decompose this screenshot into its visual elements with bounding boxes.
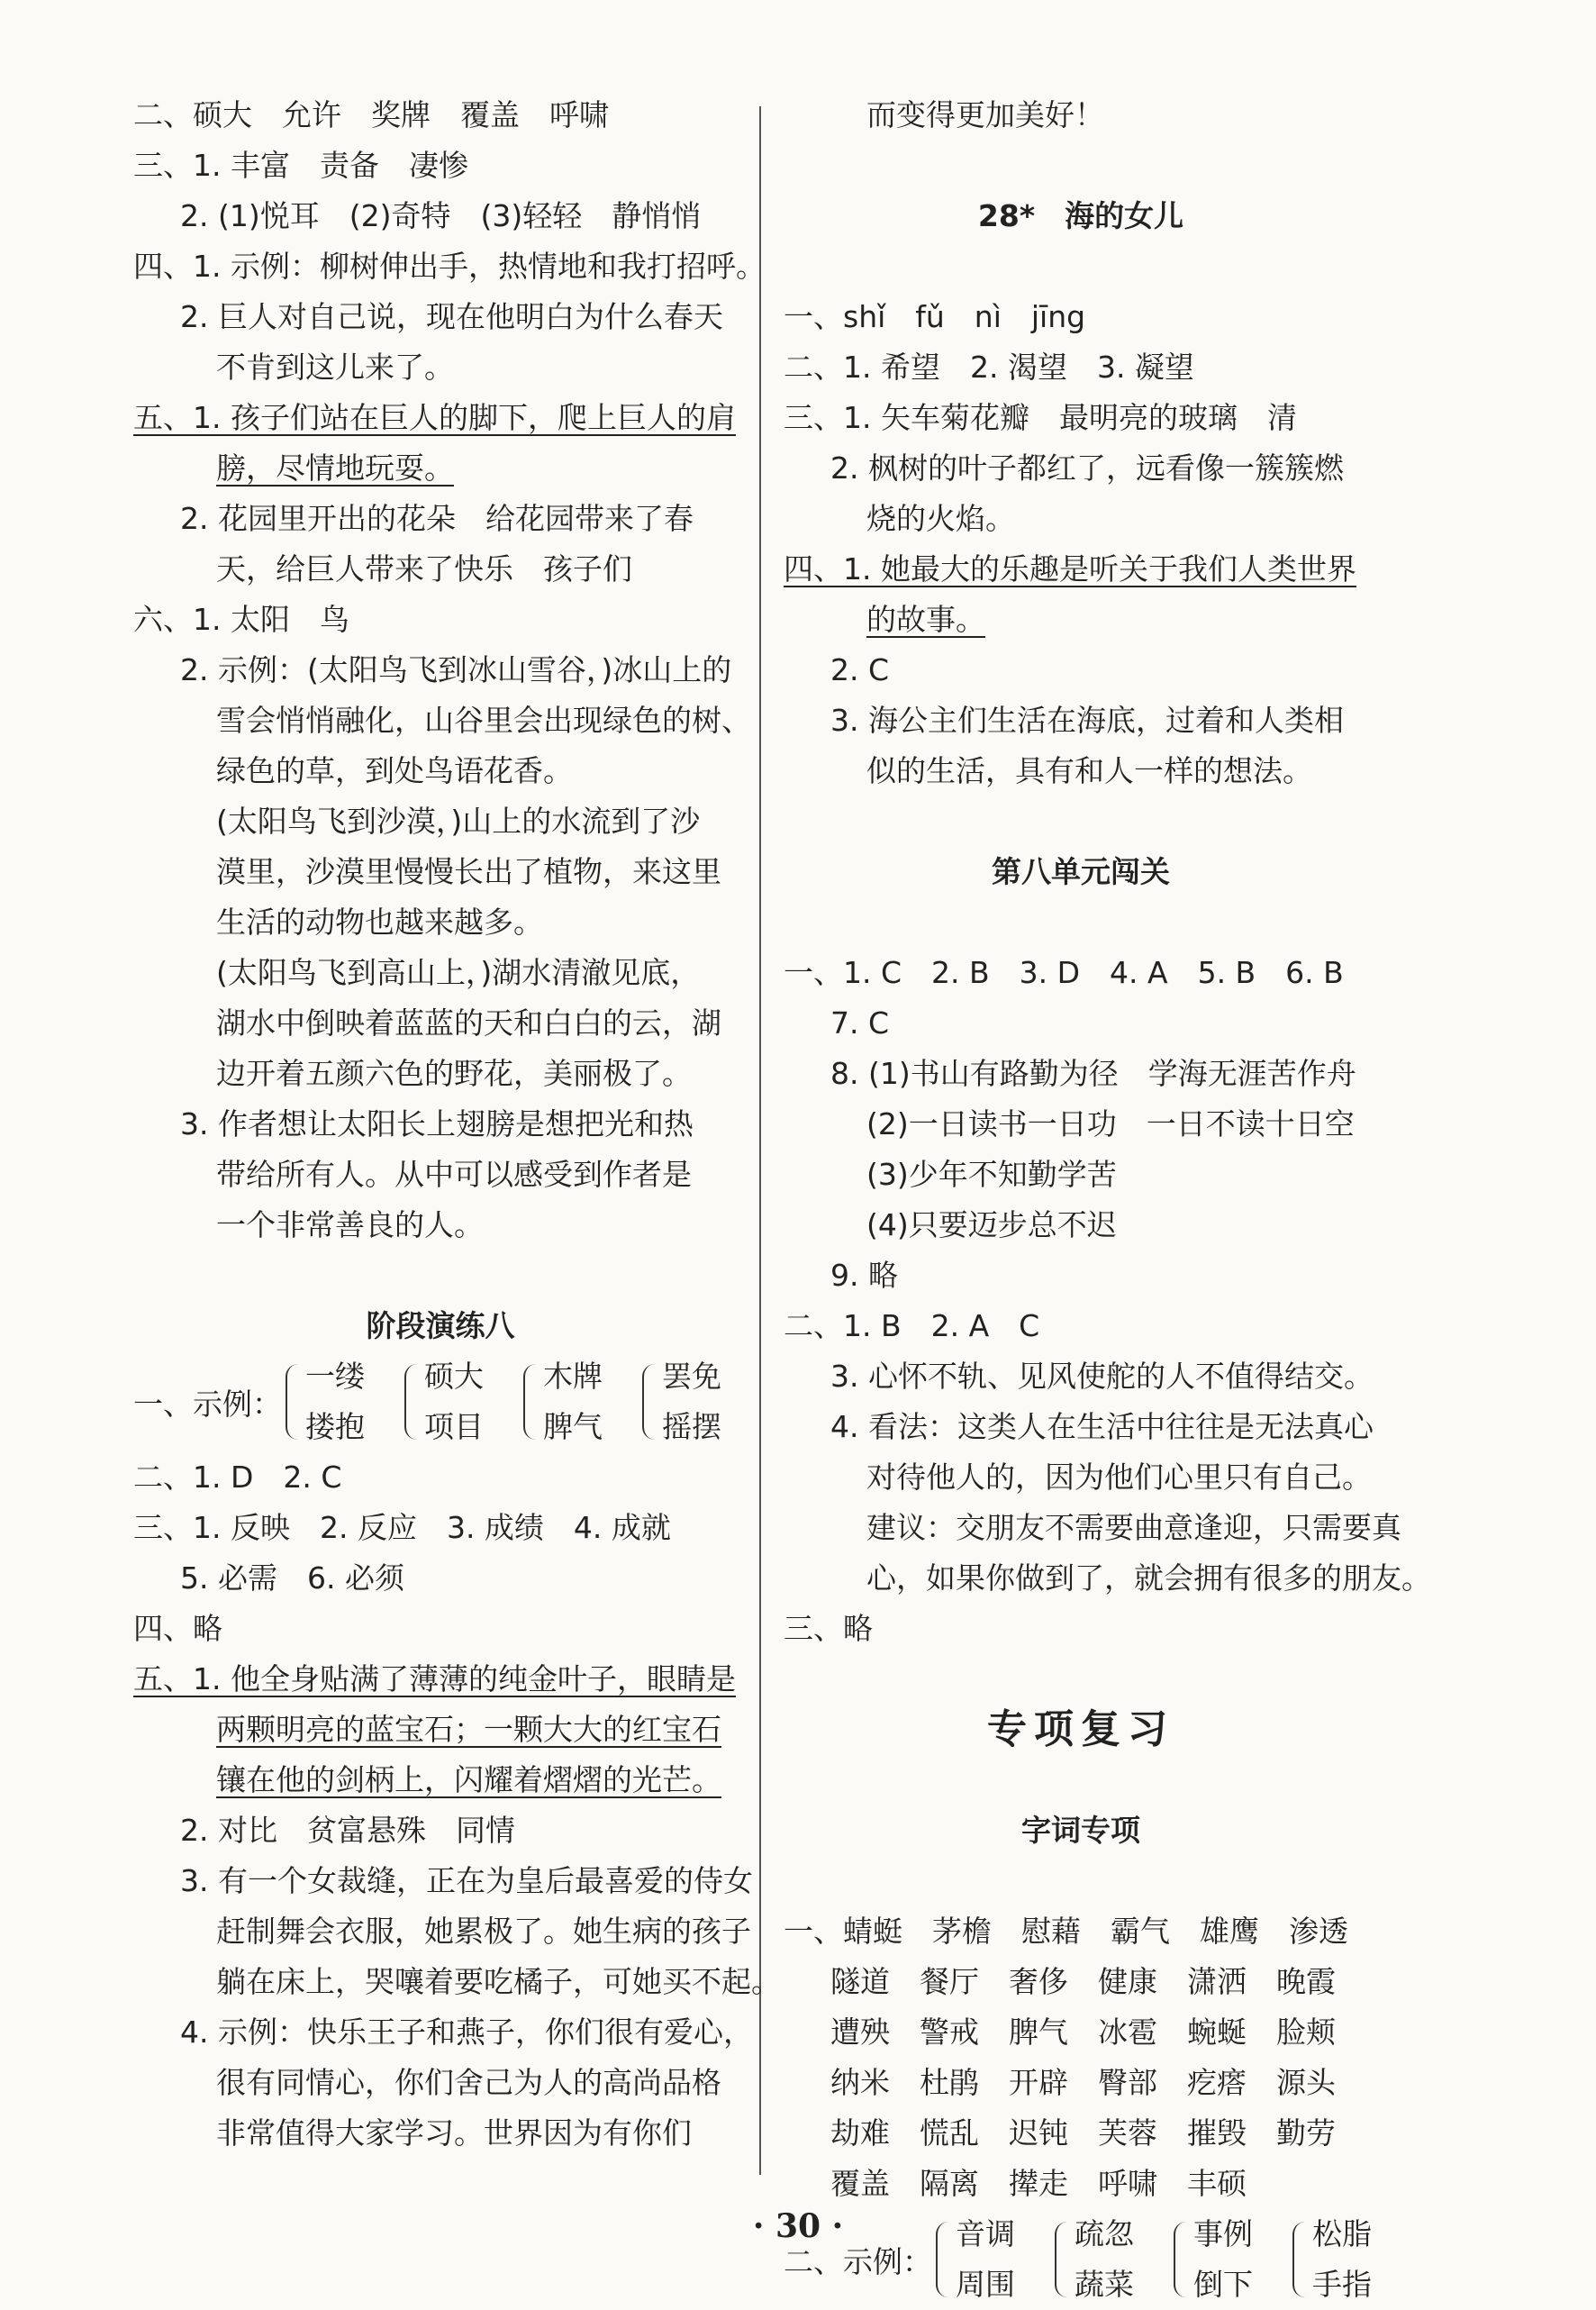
line-text: 镶在他的剑柄上，闪耀着熠熠的光芒。 — [216, 1762, 721, 1797]
word: 倒下 — [1193, 2267, 1253, 2302]
line-text: 六、1. 太阳 鸟 — [133, 602, 349, 637]
word: 搂抱 — [305, 1409, 365, 1444]
line-text: 雪会悄悄融化，山谷里会出现绿色的树、 — [216, 703, 751, 738]
line-text: 一个非常善良的人。 — [216, 1207, 484, 1242]
line-text: 28* 海的女儿 — [977, 198, 1184, 233]
answer-line — [784, 1250, 1378, 1301]
spacer — [784, 796, 1378, 847]
line-text: 一、shǐ fǔ nì jīng — [784, 299, 1086, 334]
word: 项目 — [424, 1409, 484, 1444]
right-column — [784, 90, 1431, 2310]
line-text: 带给所有人。从中可以感受到作者是 — [216, 1157, 692, 1192]
answer-line — [784, 1503, 1401, 1553]
line-text: 2. 枫树的叶子都红了，远看像一簇簇燃 — [830, 450, 1344, 486]
answer-line — [133, 1553, 748, 1604]
answer-line — [133, 1755, 748, 1805]
spacer — [784, 141, 1378, 191]
line-text: 2. (1)悦耳 (2)奇特 (3)轻轻 静悄悄 — [180, 198, 702, 233]
answer-line — [133, 847, 748, 897]
word-pair — [305, 1351, 365, 1452]
line-text: 2. C — [830, 652, 890, 687]
line-text: 四、1. 示例：柳树伸出手，热情地和我打招呼。 — [133, 249, 766, 284]
line-text: 两颗明亮的蓝宝石；一颗大大的红宝石 — [216, 1712, 721, 1747]
line-text: 二、1. B 2. A C — [784, 1308, 1040, 1343]
line-text: 四、略 — [133, 1611, 222, 1646]
answer-line — [133, 141, 748, 191]
line-text: 赶制舞会衣服，她累极了。她生病的孩子 — [216, 1914, 751, 1949]
line-text: 四、1. 她最大的乐趣是听关于我们人类世界 — [784, 551, 1356, 587]
answer-line — [784, 342, 1378, 393]
answer-line — [133, 544, 748, 595]
answer-line — [784, 1150, 1378, 1200]
line-text: 对待他人的，因为他们心里只有自己。 — [866, 1460, 1372, 1495]
word-pair — [662, 1351, 721, 1452]
line-text: 8. (1)书山有路勤为径 学海无涯苦作舟 — [830, 1056, 1356, 1091]
answer-line — [784, 90, 1378, 141]
section-title — [133, 1301, 748, 1351]
answer-line — [133, 696, 751, 746]
word-group — [133, 1351, 748, 1452]
line-text: 5. 必需 6. 必须 — [180, 1560, 404, 1596]
line-text: 的故事。 — [866, 602, 985, 637]
answer-line — [133, 1654, 748, 1705]
section-title — [784, 1805, 1378, 1856]
answer-line — [133, 998, 748, 1049]
left-column — [133, 90, 781, 2159]
group-prefix: 一、示例： — [133, 1386, 282, 1422]
spacer — [784, 897, 1378, 948]
section-title — [784, 847, 1378, 897]
answer-line — [133, 897, 748, 948]
word: 硕大 — [424, 1359, 484, 1394]
answer-line — [133, 2058, 748, 2108]
answer-line — [784, 544, 1378, 595]
line-text: 2. 巨人对自己说，现在他明白为什么春天 — [180, 299, 723, 334]
line-text: 劫难 慌乱 迟钝 芙蓉 摧毁 勤劳 — [830, 2115, 1336, 2151]
line-text: 烧的火焰。 — [866, 501, 1015, 536]
line-text: 一、1. C 2. B 3. D 4. A 5. B 6. B — [784, 955, 1344, 990]
word: 木牌 — [543, 1359, 603, 1394]
answer-line — [133, 241, 766, 292]
answer-line — [133, 948, 748, 998]
answer-line — [133, 494, 748, 544]
line-text: 建议：交朋友不需要曲意逢迎，只需要真 — [866, 1510, 1401, 1545]
line-text: 9. 略 — [830, 1258, 898, 1293]
line-text: 3. 海公主们生活在海底，过着和人类相 — [830, 703, 1344, 738]
line-text: 绿色的草，到处鸟语花香。 — [216, 753, 573, 788]
answer-line — [784, 393, 1378, 443]
answer-line — [133, 1452, 748, 1503]
line-text: 7. C — [830, 1005, 890, 1041]
answer-line — [784, 1200, 1378, 1250]
answer-line — [784, 1957, 1378, 2007]
line-text: 三、略 — [784, 1611, 873, 1646]
brace-icon — [642, 1364, 657, 1440]
line-text: 很有同情心，你们舍己为人的高尚品格 — [216, 2065, 721, 2100]
chapter-title — [784, 1705, 1378, 1755]
line-text: 二、1. 希望 2. 渴望 3. 凝望 — [784, 350, 1194, 385]
answer-line — [133, 1150, 748, 1200]
answer-line — [784, 494, 1378, 544]
line-text: 覆盖 隔离 撵走 呼啸 丰硕 — [830, 2166, 1247, 2201]
line-text: (太阳鸟飞到高山上，)湖水清澈见底， — [216, 955, 701, 990]
answer-line — [784, 1099, 1378, 1150]
line-text: 二、硕大 允许 奖牌 覆盖 呼啸 — [133, 97, 609, 132]
line-text: 五、1. 孩子们站在巨人的脚下，爬上巨人的肩 — [133, 400, 736, 435]
answer-line — [133, 1503, 748, 1553]
line-text: 膀，尽情地玩耍。 — [216, 450, 454, 486]
line-text: 湖水中倒映着蓝蓝的天和白白的云，湖 — [216, 1005, 721, 1041]
line-text: 不肯到这儿来了。 — [216, 350, 454, 385]
brace-icon — [404, 1364, 419, 1440]
spacer — [784, 1856, 1378, 1906]
column-divider — [759, 106, 761, 2175]
word-pair — [424, 1351, 484, 1452]
line-text: 2. 花园里开出的花朵 给花园带来了春 — [180, 501, 694, 536]
line-text: 边开着五颜六色的野花，美丽极了。 — [216, 1056, 692, 1091]
line-text: 2. 示例：(太阳鸟飞到冰山雪谷，)冰山上的 — [180, 652, 732, 687]
spacer — [133, 1250, 748, 1301]
answer-line — [133, 645, 748, 696]
answer-line — [133, 1957, 781, 2007]
spacer — [784, 241, 1378, 292]
line-text: 非常值得大家学习。世界因为有你们 — [216, 2115, 692, 2151]
answer-line — [784, 1604, 1378, 1654]
line-text: 4. 看法：这类人在生活中往往是无法真心 — [830, 1409, 1374, 1444]
line-text: 而变得更加美好！ — [866, 97, 1104, 132]
line-text: (2)一日读书一日功 一日不读十日空 — [866, 1106, 1355, 1141]
word: 手指 — [1312, 2267, 1372, 2302]
word: 罢免 — [662, 1359, 721, 1394]
line-text: 三、1. 丰富 责备 凄惨 — [133, 148, 468, 183]
line-text: 第八单元闯关 — [992, 854, 1170, 889]
line-text: (3)少年不知勤学苦 — [866, 1157, 1117, 1192]
brace-icon — [523, 1364, 538, 1440]
answer-line — [133, 1805, 748, 1856]
answer-line — [133, 1705, 748, 1755]
answer-line — [784, 2058, 1378, 2108]
answer-line — [784, 696, 1378, 746]
line-text: 似的生活，具有和人一样的想法。 — [866, 753, 1312, 788]
line-text: 三、1. 反映 2. 反应 3. 成绩 4. 成就 — [133, 1510, 671, 1545]
word: 周围 — [956, 2267, 1015, 2302]
word: 蔬菜 — [1075, 2267, 1134, 2302]
word: 音调 — [956, 2216, 1015, 2251]
answer-line — [133, 1856, 753, 1906]
answer-line — [784, 1553, 1431, 1604]
answer-line — [784, 1906, 1378, 1957]
line-text: 3. 有一个女裁缝，正在为皇后最喜爱的侍女 — [180, 1863, 753, 1898]
line-text: (太阳鸟飞到沙漠，)山上的水流到了沙 — [216, 804, 701, 839]
line-text: 4. 示例：快乐王子和燕子，你们很有爱心， — [180, 2014, 753, 2050]
line-text: (4)只要迈步总不迟 — [866, 1207, 1117, 1242]
page-number: · 30 · — [752, 2207, 844, 2245]
line-text: 二、1. D 2. C — [133, 1460, 342, 1495]
group-prefix: 二、示例： — [784, 2243, 932, 2279]
answer-line — [133, 1604, 748, 1654]
answer-line — [784, 1049, 1378, 1099]
line-text: 三、1. 矢车菊花瓣 最明亮的玻璃 清 — [784, 400, 1297, 435]
line-text: 2. 对比 贫富悬殊 同情 — [180, 1813, 515, 1848]
word: 事例 — [1193, 2216, 1253, 2251]
line-text: 隧道 餐厅 奢侈 健康 潇洒 晚霞 — [830, 1964, 1336, 1999]
line-text: 五、1. 他全身贴满了薄薄的纯金叶子，眼睛是 — [133, 1661, 736, 1696]
line-text: 天，给巨人带来了快乐 孩子们 — [216, 551, 632, 587]
answer-line — [133, 746, 748, 796]
answer-line — [784, 746, 1378, 796]
line-text: 纳米 杜鹃 开辟 臀部 疙瘩 源头 — [830, 2065, 1336, 2100]
answer-line — [133, 2108, 748, 2159]
line-text: 阶段演练八 — [366, 1308, 515, 1343]
line-text: 遭殃 警戒 脾气 冰雹 蜿蜒 脸颊 — [830, 2014, 1336, 2050]
word: 疏忽 — [1075, 2216, 1134, 2251]
answer-line — [784, 1402, 1378, 1452]
answer-line — [133, 393, 748, 443]
line-text: 3. 作者想让太阳长上翅膀是想把光和热 — [180, 1106, 694, 1141]
answer-line — [784, 1351, 1378, 1402]
word: 脾气 — [543, 1409, 603, 1444]
answer-line — [133, 796, 748, 847]
answer-line — [133, 292, 748, 342]
line-text: 专项复习 — [987, 1706, 1174, 1752]
answer-line — [784, 595, 1378, 645]
answer-line — [784, 2159, 1378, 2209]
answer-line — [133, 191, 748, 241]
line-text: 字词专项 — [1021, 1813, 1140, 1848]
answer-line — [133, 1099, 748, 1150]
answer-line — [784, 292, 1378, 342]
answer-line — [784, 2007, 1378, 2058]
answer-line — [784, 998, 1378, 1049]
answer-line — [133, 2007, 753, 2058]
line-text: 一、蜻蜓 茅檐 慰藉 霸气 雄鹰 渗透 — [784, 1914, 1348, 1949]
line-text: 生活的动物也越来越多。 — [216, 905, 543, 940]
line-text: 躺在床上，哭嚷着要吃橘子，可她买不起。 — [216, 1964, 781, 1999]
answer-line — [133, 443, 748, 494]
answer-line — [133, 90, 748, 141]
section-title — [784, 191, 1378, 241]
answer-line — [784, 645, 1378, 696]
word: 松脂 — [1312, 2216, 1372, 2251]
answer-line — [133, 342, 748, 393]
line-text: 3. 心怀不轨、见风使舵的人不值得结交。 — [830, 1359, 1374, 1394]
line-text: 心，如果你做到了，就会拥有很多的朋友。 — [866, 1560, 1431, 1596]
answer-line — [133, 595, 748, 645]
line-text: 漠里，沙漠里慢慢长出了植物，来这里 — [216, 854, 721, 889]
word-pair — [543, 1351, 603, 1452]
spacer — [784, 1654, 1378, 1705]
answer-line — [784, 1452, 1378, 1503]
answer-line — [133, 1049, 748, 1099]
word: 一缕 — [305, 1359, 365, 1394]
answer-line — [133, 1906, 751, 1957]
answer-line — [784, 948, 1378, 998]
word: 摇摆 — [662, 1409, 721, 1444]
brace-icon — [286, 1364, 300, 1440]
answer-line — [784, 443, 1378, 494]
spacer — [784, 1755, 1378, 1805]
answer-line — [133, 1200, 748, 1250]
answer-line — [784, 2108, 1378, 2159]
answer-line — [784, 1301, 1378, 1351]
